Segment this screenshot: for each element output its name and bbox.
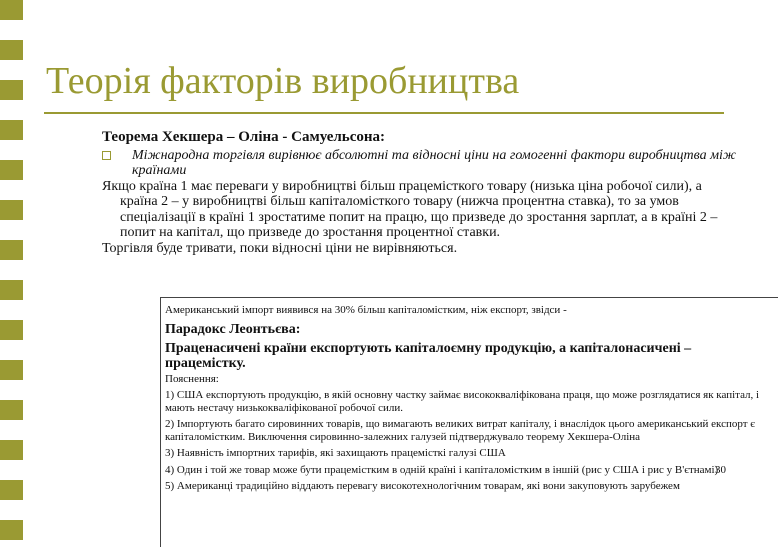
sidebar-stripe	[0, 460, 23, 480]
sidebar-stripe	[0, 140, 23, 160]
sidebar-stripes	[0, 0, 23, 540]
main-content	[102, 130, 742, 256]
paragraph-conditions: Якщо країна 1 має переваги у виробництві більш працемісткого товару (низька ціна робочої сили), а країна 2 – у виробництві більш капіталомісткого товару (нижча процентна ставка), то за умов спеціалізації в країні 1 зростатиме попит на працю, що призведе до зростання зарплат, а в країні 2 – попит на капітал, що призведе до зростання процентної ставки.	[102, 178, 718, 240]
leontief-paradox-box	[160, 297, 778, 547]
explanation-item: 5) Американці традиційно віддають перевагу високотехнологічним товарам, які вони закуповують зарубежем	[165, 480, 680, 492]
sidebar-stripe	[0, 0, 23, 20]
sidebar-stripe	[0, 100, 23, 120]
sidebar-stripe	[0, 300, 23, 320]
sidebar-stripe	[0, 220, 23, 240]
sidebar-stripe	[0, 120, 23, 140]
square-bullet-icon	[102, 151, 111, 160]
sidebar-stripe	[0, 240, 23, 260]
theorem-heading: Теорема Хекшера – Оліна - Самуельсона:	[102, 129, 386, 145]
paradox-title: Парадокс Леонтьєва:	[165, 321, 301, 337]
bullet-item	[102, 148, 742, 179]
sidebar-stripe	[0, 260, 23, 280]
explanation-item: 1) США експортують продукцію, в якій основну частку займає висококваліфікована праця, що може розглядатися як капітал, і мають нестачу низькокваліфікованої робочої сили.	[165, 389, 760, 414]
sidebar-stripe	[0, 480, 23, 500]
bullet-text: Міжнародна торгівля вирівнює абсолютні та відносні ціни на гомогенні фактори виробництва між країнами	[132, 147, 736, 178]
sidebar-stripe	[0, 320, 23, 340]
sidebar-stripe	[0, 360, 23, 380]
sidebar-stripe	[0, 440, 23, 460]
sidebar-stripe	[0, 420, 23, 440]
sidebar-stripe	[0, 200, 23, 220]
sidebar-stripe	[0, 280, 23, 300]
sidebar-stripe	[0, 520, 23, 540]
sidebar-stripe	[0, 20, 23, 40]
slide-title: Теорія факторів виробництва	[46, 60, 520, 102]
title-divider	[44, 112, 724, 114]
paradox-statement: Праценасичені країни експортують капіталоємну продукцію, а капіталонасичені – працемістку.	[165, 340, 692, 371]
sidebar-stripe	[0, 80, 23, 100]
sidebar-stripe	[0, 380, 23, 400]
explanation-item: 2) Імпортують багато сировинних товарів, що вимагають великих витрат капіталу, і внаслідок цього американський експорт є капіталомістким. Виключення сировинно-залежних галузей підтверджувало теорему Хекшера-Оліна	[165, 418, 755, 443]
sidebar-stripe	[0, 500, 23, 520]
explanation-item: 3) Наявність імпортних тарифів, які захищають працемісткі галузі США	[165, 447, 506, 459]
page-number: 30	[715, 463, 726, 476]
explanation-heading: Пояснення:	[165, 372, 219, 385]
sidebar-stripe	[0, 400, 23, 420]
import-statement: Американський імпорт виявився на 30% більш капіталомістким, ніж експорт, звідси -	[165, 304, 567, 316]
sidebar-stripe	[0, 160, 23, 180]
sidebar-stripe	[0, 60, 23, 80]
explanation-item-text: 4) Один і той же товар може бути працемістким в одній країні і капіталомістким в іншій (рис у США і рис у В'єтнамі)	[165, 463, 719, 476]
sidebar-stripe	[0, 40, 23, 60]
sidebar-stripe	[0, 340, 23, 360]
explanation-item-with-page	[165, 464, 770, 477]
paragraph-conclusion: Торгівля буде тривати, поки відносні ціни не вирівняються.	[102, 240, 458, 256]
sidebar-stripe	[0, 180, 23, 200]
